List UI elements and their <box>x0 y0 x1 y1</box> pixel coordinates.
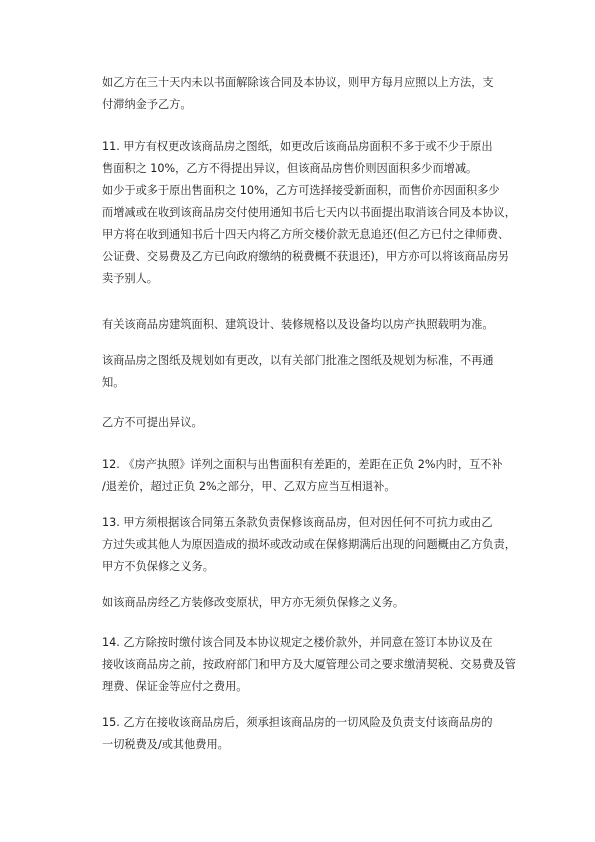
text-line: 如少于或多于原出售面积之 10%，乙方可选择接受新面积，而售价亦因面积多少 <box>102 184 500 197</box>
text-line: 而增减或在收到该商品房交付使用通知书后七天内以书面提出取消该合同及本协议， <box>102 206 516 219</box>
text-line: 有关该商品房建筑面积、建筑设计、装修规格以及设备均以房产执照载明为准。 <box>102 318 494 331</box>
text-line: 售面积之 10%，乙方不得提出异议，但该商品房售价则因面积多少而增减。 <box>102 162 478 175</box>
paragraph-late-fee <box>88 72 530 116</box>
text-line: 甲方将在收到通知书后十四天内将乙方所交楼价款无息追还(但乙方已付之律师费、 <box>102 228 510 241</box>
text-line: /退差价，超过正负 2%之部分，甲、乙双方应当互相退补。 <box>102 480 396 493</box>
text-line: 13. 甲方须根据该合同第五条款负责保修该商品房，但对因任何不可抗力或由乙 <box>102 516 493 529</box>
text-line: 14. 乙方除按时缴付该合同及本协议规定之楼价款外，并同意在签订本协议及在 <box>102 636 493 649</box>
text-line: 理费、保证金等应付之费用。 <box>102 680 248 693</box>
text-line: 15. 乙方在接收该商品房后，须承担该商品房的一切风险及负责支付该商品房的 <box>102 716 493 729</box>
paragraph-no-objection <box>88 412 530 434</box>
text-line: 如乙方在三十天内未以书面解除该合同及本协议，则甲方每月应照以上方法，支 <box>102 76 494 89</box>
paragraph-clause-14 <box>88 632 530 698</box>
paragraph-clause-13 <box>88 512 530 578</box>
text-line: 12. 《房产执照》详列之面积与出售面积有差距的，差距在正负 2%内时，互不补 <box>102 458 503 471</box>
text-line: 一切税费及/或其他费用。 <box>102 738 229 751</box>
text-line: 11. 甲方有权更改该商品房之图纸，如更改后该商品房面积不多于或不少于原出 <box>102 140 493 153</box>
paragraph-clause-11 <box>88 136 530 180</box>
text-line: 乙方不可提出异议。 <box>102 416 203 429</box>
text-line: 该商品房之图纸及规划如有更改，以有关部门批准之图纸及规划为标准，不再通 <box>102 354 494 367</box>
text-line: 接收该商品房之前，按政府部门和甲方及大厦管理公司之要求缴清契税、交易费及管 <box>102 658 516 671</box>
text-line: 付滞纳金予乙方。 <box>102 98 192 111</box>
paragraph-building-specs <box>88 314 530 336</box>
text-line: 卖予别人。 <box>102 272 158 285</box>
text-line: 如该商品房经乙方装修改变原状，甲方亦无须负保修之义务。 <box>102 596 405 609</box>
paragraph-drawing-changes <box>88 350 530 394</box>
paragraph-clause-15 <box>88 712 530 756</box>
paragraph-clause-12 <box>88 454 530 498</box>
text-line: 方过失或其他人为原因造成的损坏或改动或在保修期满后出现的问题概由乙方负责， <box>102 538 516 551</box>
paragraph-renovation <box>88 592 530 614</box>
paragraph-area-deviation <box>88 180 530 290</box>
text-line: 甲方不负保修之义务。 <box>102 560 214 573</box>
text-line: 知。 <box>102 376 125 389</box>
text-line: 公证费、交易费及乙方已向政府缴纳的税费概不获退还)，甲方亦可以将该商品房另 <box>102 250 510 263</box>
